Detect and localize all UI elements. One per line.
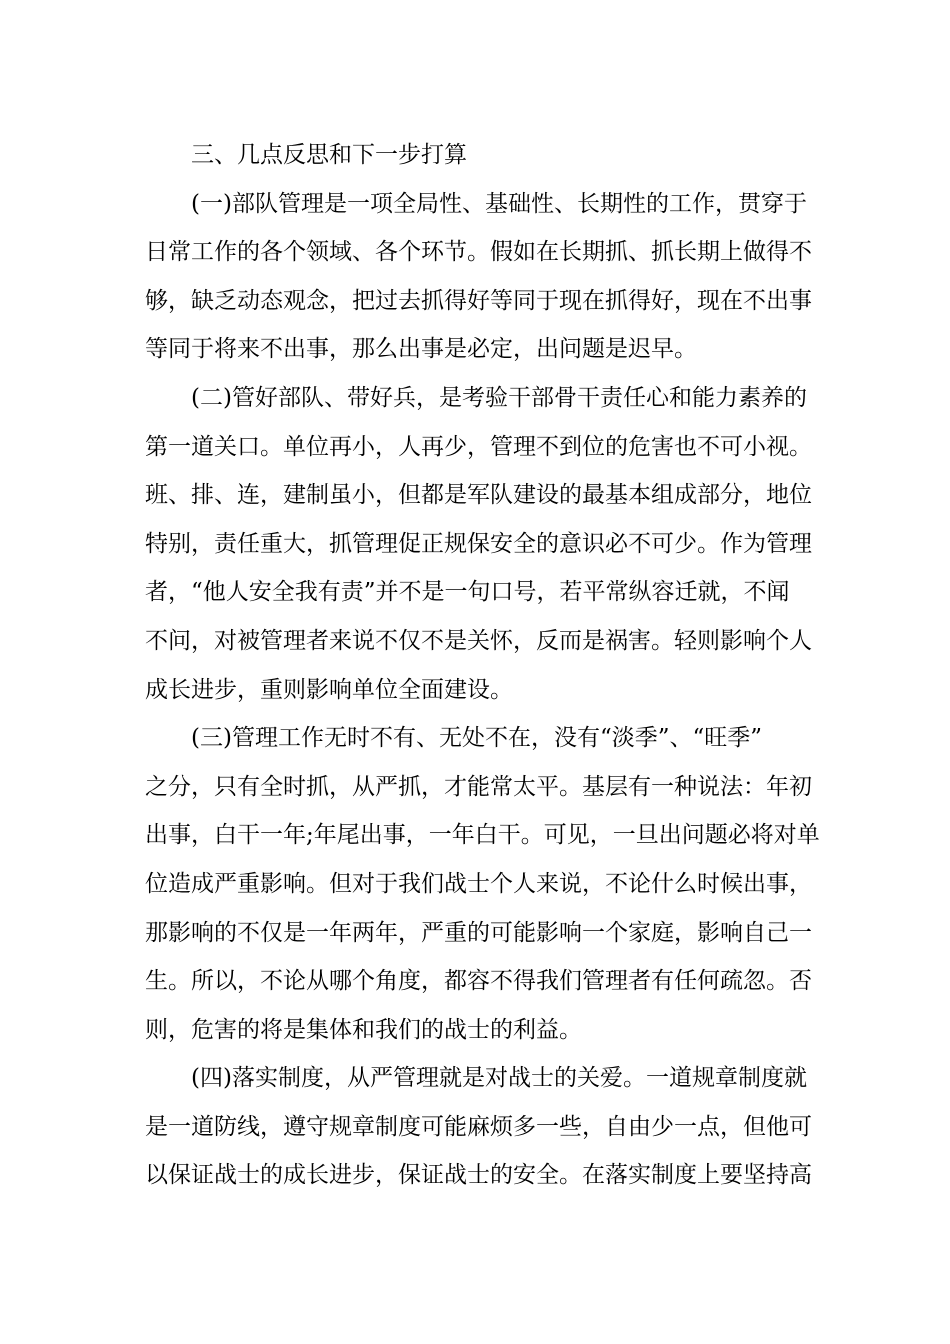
paragraph-line: 位造成严重影响。但对于我们战士个人来说，不论什么时候出事， bbox=[145, 870, 812, 897]
paragraph-line: (二)管好部队、带好兵，是考验干部骨干责任心和能力素养的 bbox=[191, 384, 807, 411]
paragraph-line: 成长进步，重则影响单位全面建设。 bbox=[145, 676, 513, 703]
paragraph-line: (三)管理工作无时不有、无处不在，没有“淡季”、“旺季” bbox=[191, 725, 762, 752]
paragraph-line: 第一道关口。单位再小，人再少，管理不到位的危害也不可小视。 bbox=[145, 433, 812, 460]
paragraph-line: 等同于将来不出事，那么出事是必定，出问题是迟早。 bbox=[145, 336, 697, 363]
paragraph-line: 则，危害的将是集体和我们的战士的利益。 bbox=[145, 1016, 582, 1043]
paragraph-line: 出事，白干一年;年尾出事，一年白干。可见，一旦出问题必将对单 bbox=[145, 822, 820, 849]
paragraph-line: 够，缺乏动态观念，把过去抓得好等同于现在抓得好，现在不出事 bbox=[145, 287, 812, 314]
paragraph-line: (四)落实制度，从严管理就是对战士的关爱。一道规章制度就 bbox=[191, 1065, 807, 1092]
paragraph-line: 以保证战士的成长进步，保证战士的安全。在落实制度上要坚持高 bbox=[145, 1162, 812, 1189]
paragraph-line: 是一道防线，遵守规章制度可能麻烦多一些，自由少一点，但他可 bbox=[145, 1113, 812, 1140]
paragraph-3 bbox=[145, 714, 820, 1054]
paragraph-line: 生。所以，不论从哪个角度，都容不得我们管理者有任何疏忽。否 bbox=[145, 968, 812, 995]
paragraph-line: (一)部队管理是一项全局性、基础性、长期性的工作，贯穿于 bbox=[191, 190, 807, 217]
paragraph-line: 那影响的不仅是一年两年，严重的可能影响一个家庭，影响自己一 bbox=[145, 919, 812, 946]
paragraph-line: 者，“他人安全我有责”并不是一句口号，若平常纵容迁就，不闻 bbox=[145, 579, 790, 606]
paragraph-2 bbox=[145, 374, 812, 714]
paragraph-4 bbox=[145, 1054, 812, 1200]
section-heading: 三、几点反思和下一步打算 bbox=[191, 142, 467, 168]
paragraph-line: 之分，只有全时抓，从严抓，才能常太平。基层有一种说法：年初 bbox=[145, 773, 812, 800]
paragraph-line: 日常工作的各个领域、各个环节。假如在长期抓、抓长期上做得不 bbox=[145, 239, 812, 266]
document-body bbox=[145, 131, 820, 1200]
paragraph-line: 班、排、连，建制虽小，但都是军队建设的最基本组成部分，地位 bbox=[145, 482, 812, 509]
paragraph-line: 不问，对被管理者来说不仅不是关怀，反而是祸害。轻则影响个人 bbox=[145, 627, 812, 654]
paragraph-line: 特别，责任重大，抓管理促正规保安全的意识必不可少。作为管理 bbox=[145, 530, 812, 557]
paragraph-1 bbox=[145, 180, 812, 374]
